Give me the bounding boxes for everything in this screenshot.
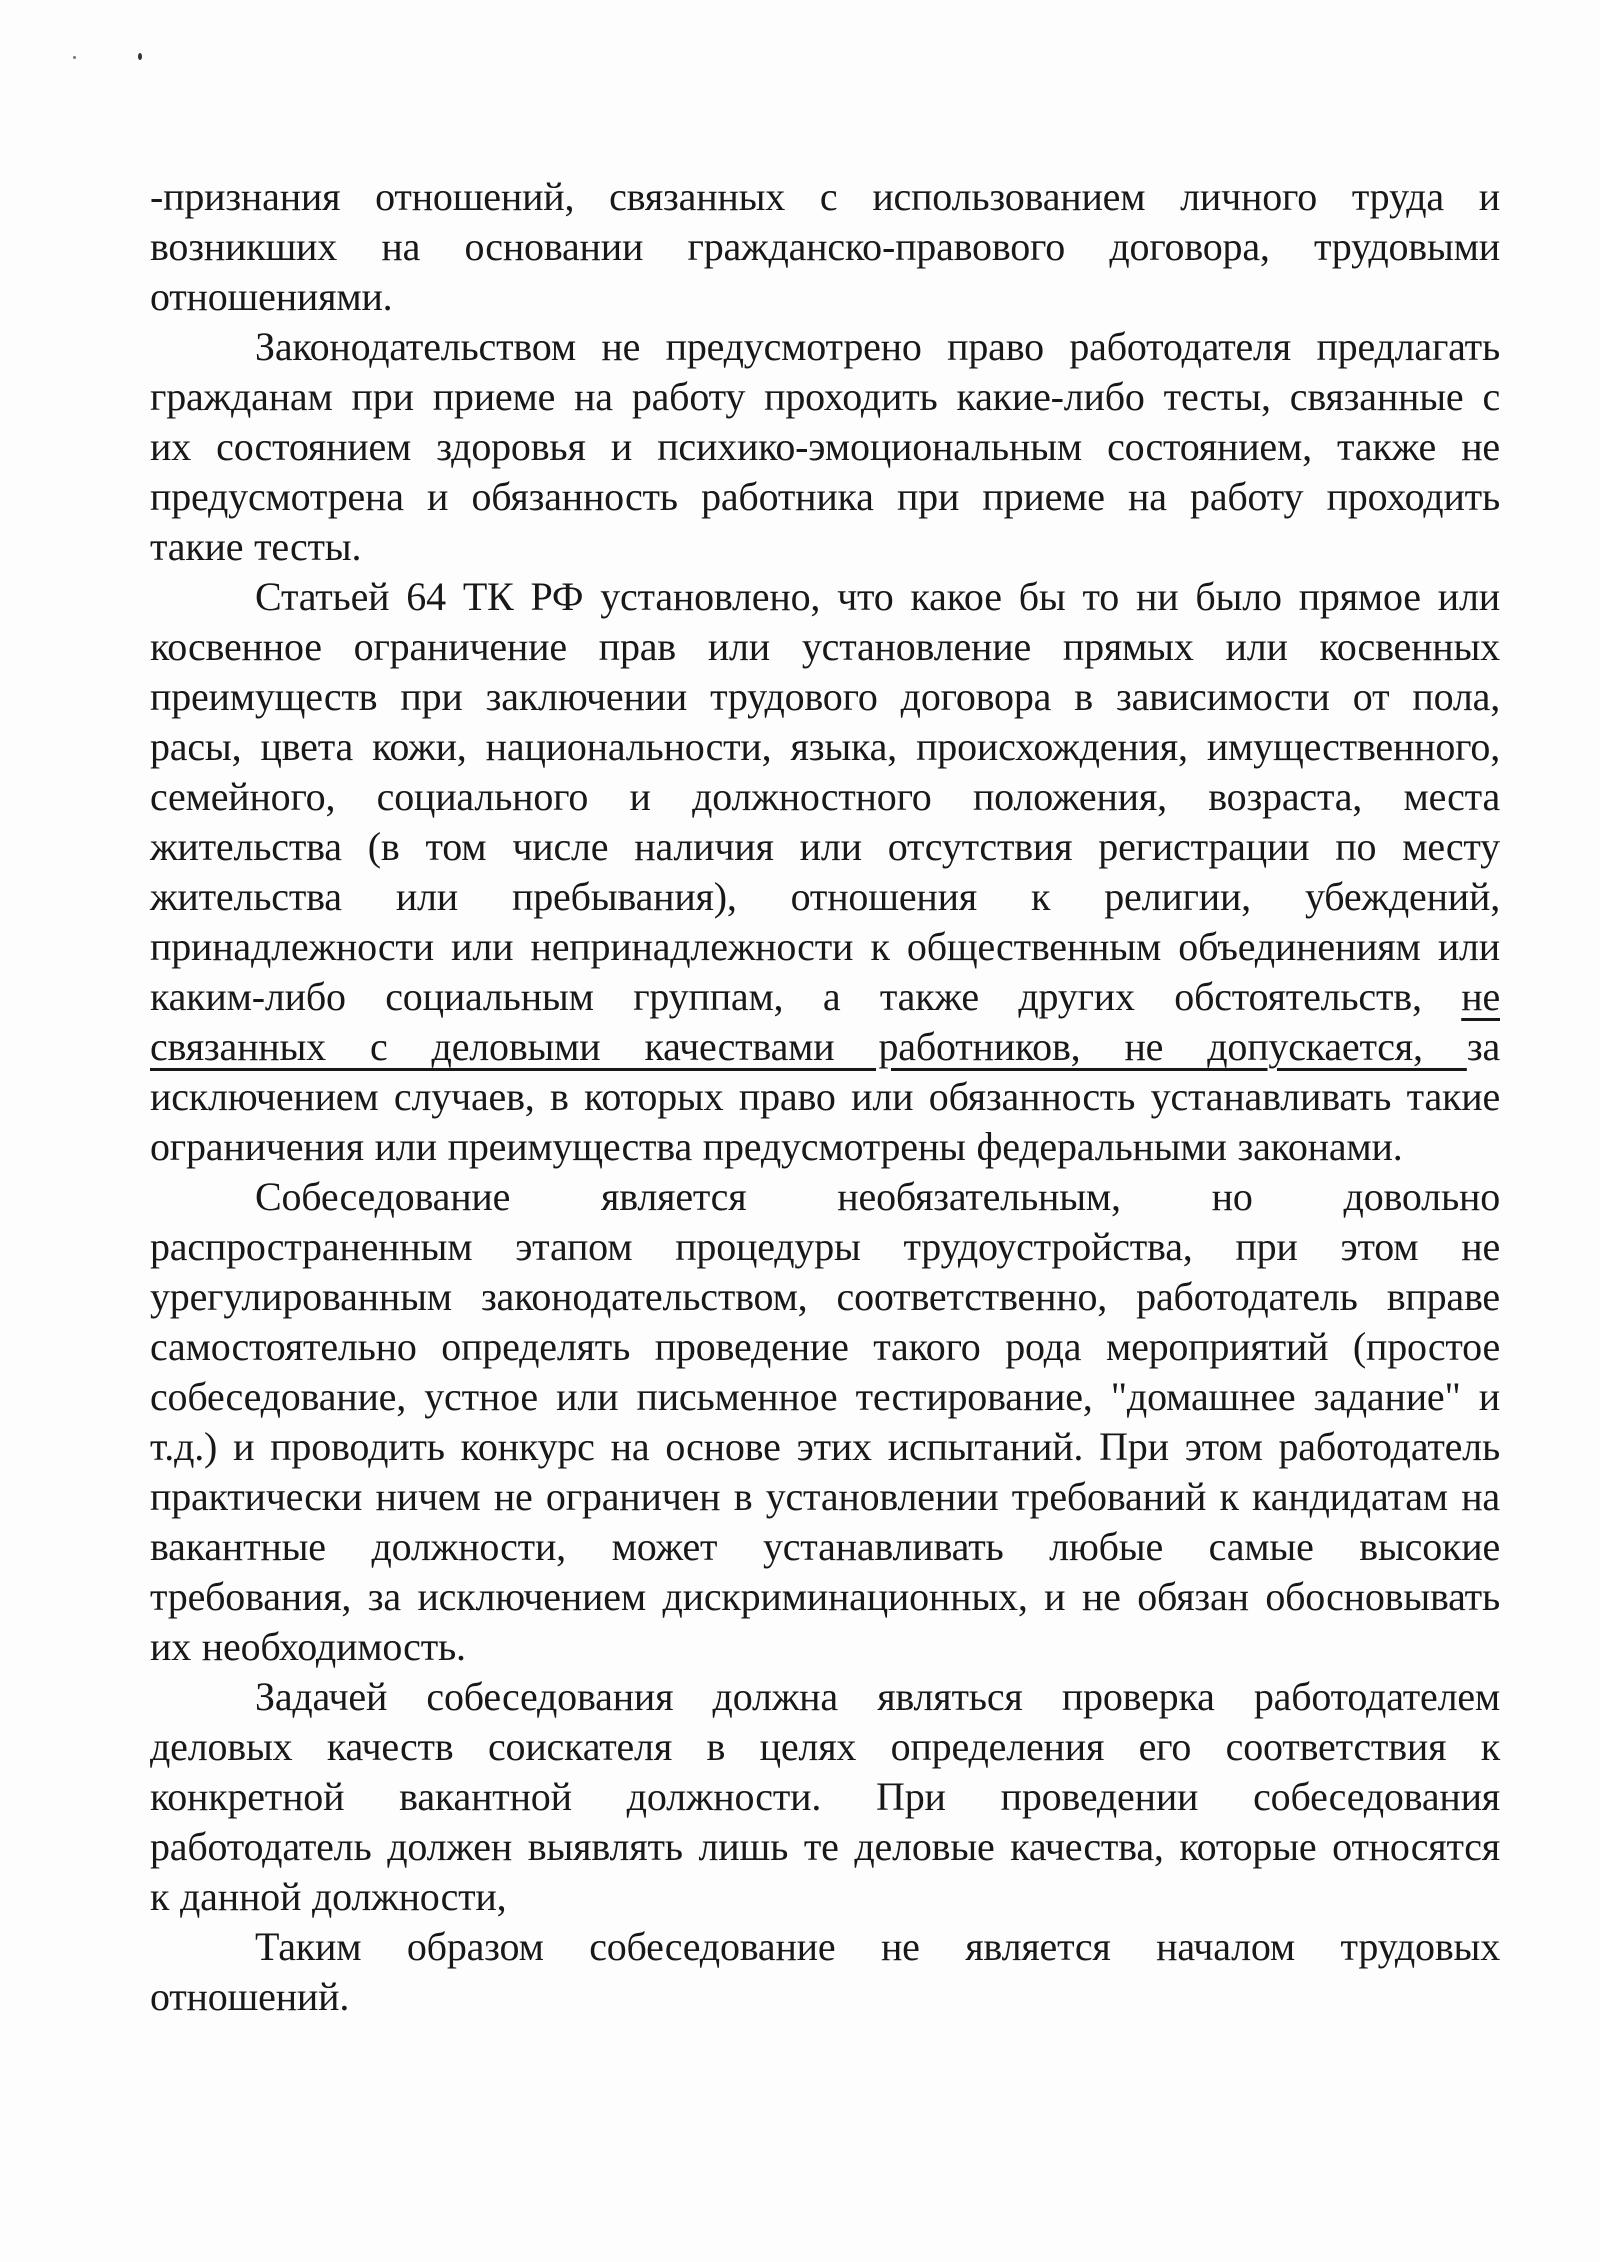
paragraph-6 xyxy=(150,1922,1500,2022)
text-segment: отношениями. xyxy=(150,274,393,319)
text-line xyxy=(150,1522,1500,1572)
text-line xyxy=(150,272,1500,322)
text-segment: конкретной вакантной должности. При проведении собеседования xyxy=(150,1774,1500,1819)
text-segment: деловых качеств соискателя в целях определения его соответствия к xyxy=(150,1724,1500,1769)
text-line xyxy=(150,1322,1500,1372)
underlined-text: не xyxy=(1461,974,1500,1019)
text-segment: практически ничем не ограничен в установлении требований к кандидатам на xyxy=(150,1474,1500,1519)
text-line xyxy=(150,1922,1500,1972)
text-segment: за xyxy=(1466,1024,1500,1069)
text-segment: вакантные должности, может устанавливать любые самые высокие xyxy=(150,1524,1500,1569)
text-segment: т.д.) и проводить конкурс на основе этих испытаний. При этом работодатель xyxy=(150,1424,1500,1469)
text-line xyxy=(150,672,1500,722)
paragraph-1 xyxy=(150,172,1500,322)
text-line xyxy=(150,1372,1500,1422)
text-line xyxy=(150,1672,1500,1722)
text-segment: урегулированным законодательством, соответственно, работодатель вправе xyxy=(150,1274,1500,1319)
text-line xyxy=(150,1722,1500,1772)
text-line xyxy=(150,372,1500,422)
text-segment: их необходимость. xyxy=(150,1624,466,1669)
text-segment: самостоятельно определять проведение такого рода мероприятий (простое xyxy=(150,1324,1500,1369)
text-segment: их состоянием здоровья и психико-эмоциональным состоянием, также не xyxy=(150,424,1500,469)
underlined-text: связанных с деловыми качествами работников, не допускается, xyxy=(150,1024,1467,1069)
text-segment: исключением случаев, в которых право или обязанность устанавливать такие xyxy=(150,1074,1500,1119)
text-line xyxy=(150,972,1500,1022)
text-line xyxy=(150,1622,1500,1672)
document-body xyxy=(150,172,1500,2022)
text-line xyxy=(150,1772,1500,1822)
paragraph-5 xyxy=(150,1672,1500,1922)
text-segment: возникших на основании гражданско-правового договора, трудовыми xyxy=(150,224,1500,269)
text-line xyxy=(150,1422,1500,1472)
text-line xyxy=(150,472,1500,522)
text-line xyxy=(150,872,1500,922)
paragraph-4 xyxy=(150,1172,1500,1672)
text-segment: Таким образом собеседование не является началом трудовых xyxy=(255,1924,1500,1969)
text-line xyxy=(150,1022,1500,1072)
text-line xyxy=(150,1272,1500,1322)
text-line xyxy=(150,1222,1500,1272)
text-line xyxy=(150,1122,1500,1172)
text-segment: распространенным этапом процедуры трудоустройства, при этом не xyxy=(150,1224,1500,1269)
text-line xyxy=(150,322,1500,372)
text-segment: семейного, социального и должностного положения, возраста, места xyxy=(150,774,1500,819)
text-line xyxy=(150,722,1500,772)
text-segment: -признания отношений, связанных с использованием личного труда и xyxy=(150,174,1500,219)
text-line xyxy=(150,622,1500,672)
text-line xyxy=(150,922,1500,972)
text-line xyxy=(150,572,1500,622)
text-segment: такие тесты. xyxy=(150,524,362,569)
text-segment: жительства (в том числе наличия или отсутствия регистрации по месту xyxy=(150,824,1500,869)
text-segment: гражданам при приеме на работу проходить какие-либо тесты, связанные с xyxy=(150,374,1500,419)
text-segment: Задачей собеседования должна являться проверка работодателем xyxy=(255,1674,1500,1719)
text-segment: ограничения или преимущества предусмотрены федеральными законами. xyxy=(150,1124,1403,1169)
text-segment: принадлежности или непринадлежности к общественным объединениям или xyxy=(150,924,1500,969)
text-line xyxy=(150,772,1500,822)
text-line xyxy=(150,1572,1500,1622)
text-line xyxy=(150,822,1500,872)
scan-speck xyxy=(138,53,142,60)
text-segment: предусмотрена и обязанность работника при приеме на работу проходить xyxy=(150,474,1500,519)
text-line xyxy=(150,1972,1500,2022)
scan-speck xyxy=(73,56,76,59)
text-segment: к данной должности, xyxy=(150,1874,507,1919)
text-line xyxy=(150,422,1500,472)
text-segment: работодатель должен выявлять лишь те деловые качества, которые относятся xyxy=(150,1824,1500,1869)
text-segment: Статьей 64 ТК РФ установлено, что какое бы то ни было прямое или xyxy=(255,574,1500,619)
text-line xyxy=(150,1872,1500,1922)
text-segment: преимуществ при заключении трудового договора в зависимости от пола, xyxy=(150,674,1500,719)
text-line xyxy=(150,1172,1500,1222)
text-line xyxy=(150,172,1500,222)
text-line xyxy=(150,222,1500,272)
text-segment: требования, за исключением дискриминационных, и не обязан обосновывать xyxy=(150,1574,1500,1619)
paragraph-2 xyxy=(150,322,1500,572)
text-line xyxy=(150,522,1500,572)
text-line xyxy=(150,1822,1500,1872)
text-segment: отношений. xyxy=(150,1974,350,2019)
text-segment: собеседование, устное или письменное тестирование, "домашнее задание" и xyxy=(150,1374,1500,1419)
paragraph-3 xyxy=(150,572,1500,1172)
text-segment: расы, цвета кожи, национальности, языка, происхождения, имущественного, xyxy=(150,724,1500,769)
text-segment: жительства или пребывания), отношения к религии, убеждений, xyxy=(150,874,1500,919)
text-segment: каким-либо социальным группам, а также других обстоятельств, xyxy=(150,974,1462,1019)
text-segment: косвенное ограничение прав или установление прямых или косвенных xyxy=(150,624,1500,669)
text-line xyxy=(150,1472,1500,1522)
text-segment: Собеседование является необязательным, но довольно xyxy=(255,1174,1500,1219)
text-segment: Законодательством не предусмотрено право работодателя предлагать xyxy=(255,324,1500,369)
text-line xyxy=(150,1072,1500,1122)
